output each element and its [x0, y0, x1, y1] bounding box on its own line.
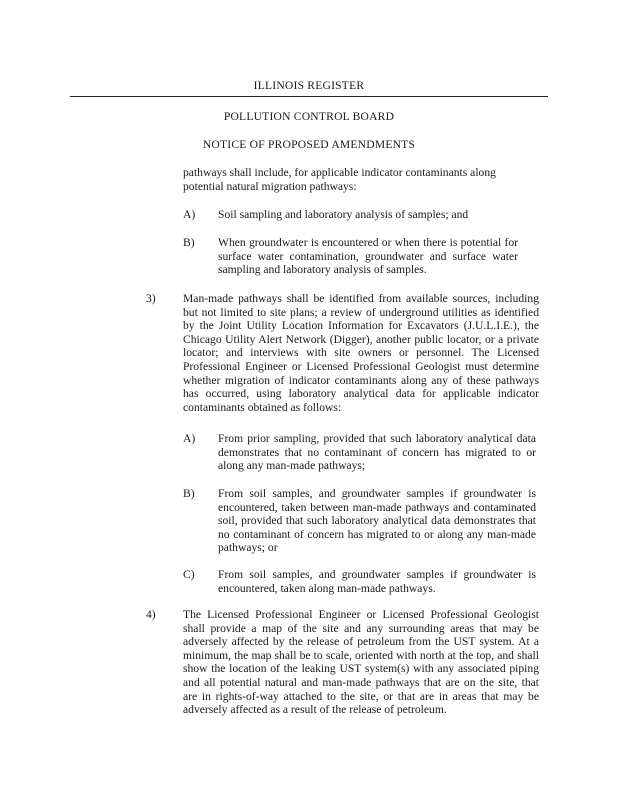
section-label: 4)	[146, 608, 156, 621]
item-text: From soil samples, and groundwater samples if groundwater is encountered, taken along man-made pathways.	[218, 568, 536, 595]
notice-title: NOTICE OF PROPOSED AMENDMENTS	[202, 138, 416, 151]
register-title: ILLINOIS REGISTER	[253, 79, 365, 92]
item-text: From prior sampling, provided that such laboratory analytical data demonstrates that no contaminant of concern has migrated to or along any man-made pathways;	[218, 432, 536, 473]
item-text: From soil samples, and groundwater samples if groundwater is encountered, taken between man-made pathways and contaminated soil, provided that such laboratory analytical data demonstrates that no contaminant of concern has migrated to or along any man-made pathways; or	[218, 487, 536, 555]
section-text: Man-made pathways shall be identified from available sources, including but not limited to site plans; a review of underground utilities as identified by the Joint Utility Location Information for Excavators (J.U.L.I.E.), the Chicago Utility Alert Network (Digger), another public locator, or a private locator; and interviews with site owners or personnel. The Licensed Professional Engineer or Licensed Professional Geologist must determine whether migration of indicator contaminants along any of these pathways has occurred, using laboratory analytical data for applicable indicator contaminants obtained as follows:	[183, 292, 539, 414]
board-title: POLLUTION CONTROL BOARD	[223, 110, 395, 123]
item-text: Soil sampling and laboratory analysis of samples; and	[218, 208, 469, 221]
intro-text: pathways shall include, for applicable indicator contaminants along potential natural migration pathways:	[183, 166, 496, 193]
section-label: 3)	[146, 292, 156, 305]
item-label: C)	[183, 568, 195, 581]
item-label: A)	[183, 208, 196, 221]
item-label: A)	[183, 432, 196, 445]
item-label: B)	[183, 487, 195, 500]
item-label: B)	[183, 236, 195, 249]
header-rule	[70, 96, 548, 97]
section-text: The Licensed Professional Engineer or Licensed Professional Geologist shall provide a map of the site and any surrounding areas that may be adversely affected by the release of petroleum from the UST system. At a minimum, the map shall be to scale, oriented with north at the top, and shall show the location of the leaking UST system(s) with any associated piping and all potential natural and man-made pathways that are on the site, that are in rights-of-way attached to the site, or that are in areas that may be adversely affected as a result of the release of petroleum.	[183, 608, 539, 717]
item-text: When groundwater is encountered or when there is potential for surface water contamination, groundwater and surface water sampling and laboratory analysis of samples.	[218, 236, 518, 277]
